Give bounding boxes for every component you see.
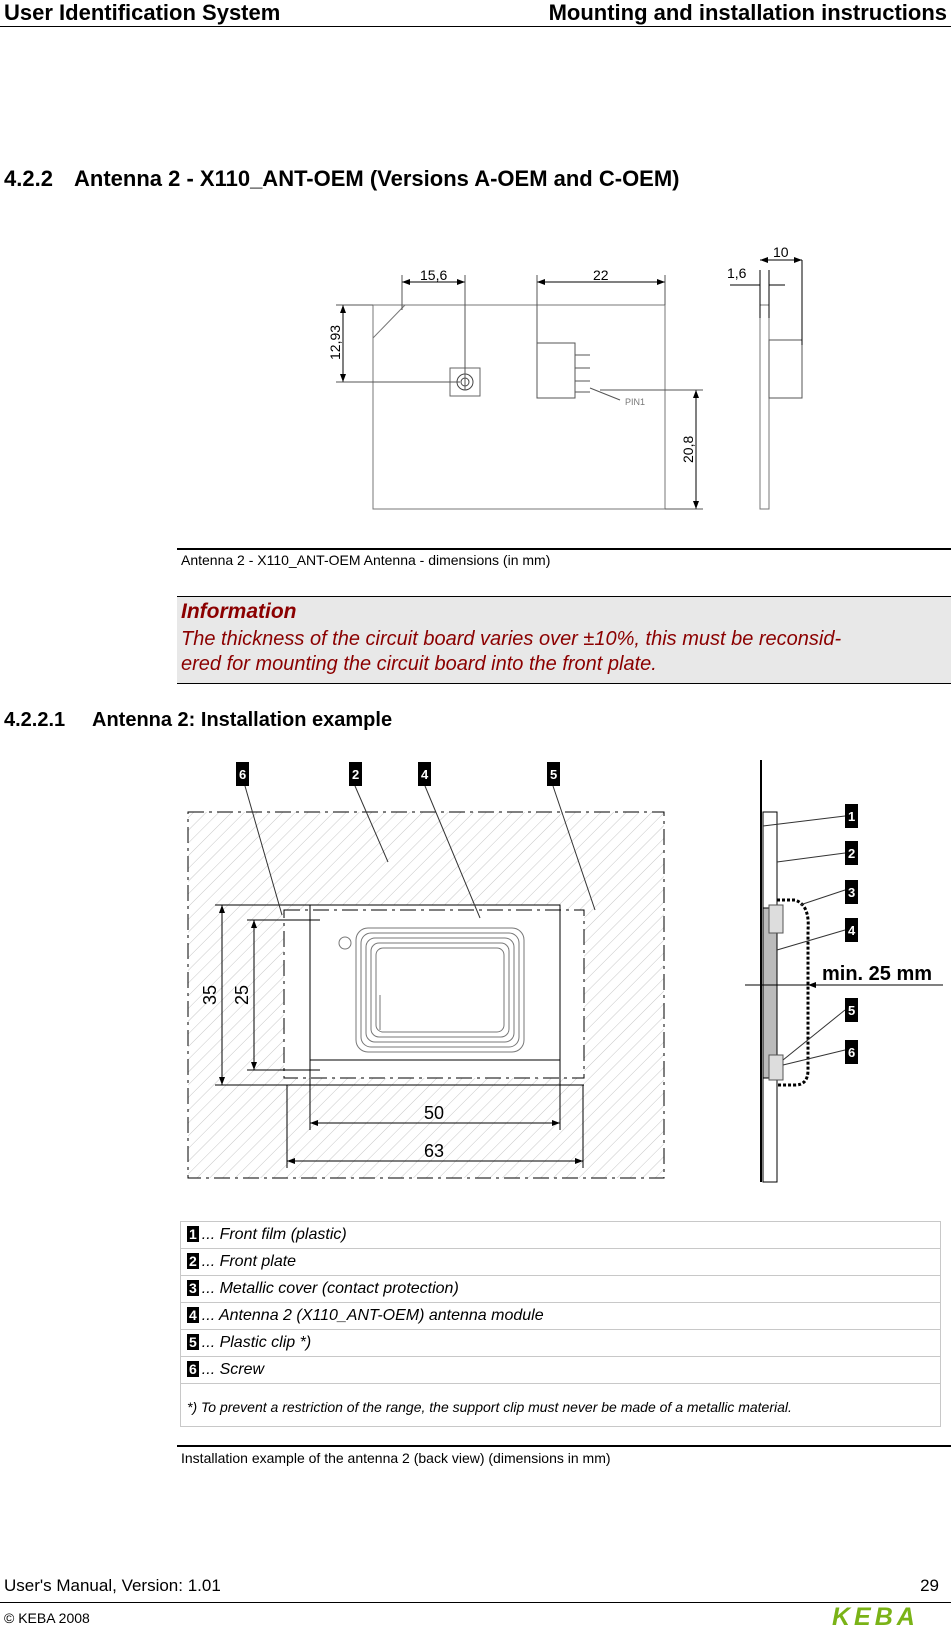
information-title: Information (181, 600, 297, 623)
legend-row (181, 1303, 941, 1330)
dim-20-8: 20,8 (680, 435, 696, 463)
legend-number: 5 (189, 1334, 197, 1350)
header-title: User Identification System (4, 0, 281, 25)
section-heading (4, 166, 680, 192)
top-label-4: 4 (421, 767, 429, 782)
top-label-2: 2 (352, 767, 360, 782)
legend-row (181, 1222, 941, 1249)
legend-number: 3 (189, 1280, 197, 1296)
top-label-6: 6 (239, 767, 247, 782)
header-divider (0, 26, 951, 27)
legend-note-row (181, 1384, 941, 1427)
section-title: Antenna 2 - X110_ANT-OEM (Versions A-OEM and C-OEM) (74, 166, 680, 191)
dim-10: 10 (773, 244, 789, 260)
information-line-1: The thickness of the circuit board varies over ±10%, this must be reconsid- (181, 628, 842, 650)
side-label-3: 3 (848, 885, 856, 900)
legend-table (180, 1221, 941, 1427)
dim-35: 35 (200, 984, 220, 1005)
legend-row (181, 1276, 941, 1303)
antenna-dimension-drawing (300, 235, 820, 515)
subsection-heading (4, 709, 392, 732)
legend-text: ... Front film (plastic) (201, 1226, 347, 1243)
board-side-view (760, 305, 769, 509)
figure2-caption: Installation example of the antenna 2 (back view) (dimensions in mm) (181, 1450, 611, 1466)
dim-63: 63 (424, 1141, 445, 1161)
keba-logo (830, 1604, 948, 1628)
figure1-caption: Antenna 2 - X110_ANT-OEM Antenna - dimensions (in mm) (181, 552, 551, 568)
legend-number: 6 (189, 1361, 197, 1377)
dim-50: 50 (424, 1103, 445, 1123)
copyright: © KEBA 2008 (4, 1610, 90, 1626)
legend-text: ... Antenna 2 (X110_ANT-OEM) antenna module (201, 1307, 544, 1324)
information-line-2: ered for mounting the circuit board into the front plate. (181, 653, 657, 675)
legend-note: *) To prevent a restriction of the range, the support clip must never be made of a metallic material. (181, 1384, 941, 1427)
caption-rule (177, 548, 951, 550)
dim-15-6: 15,6 (420, 267, 448, 283)
keba-logo-text: KEBA (832, 1604, 919, 1628)
header-chapter: Mounting and installation instructions (548, 0, 947, 25)
dim-25: 25 (232, 984, 252, 1005)
side-label-5: 5 (848, 1003, 856, 1018)
side-label-6: 6 (848, 1045, 856, 1060)
top-labels (236, 762, 560, 786)
dim-22: 22 (593, 267, 609, 283)
dim-1-6: 1,6 (727, 265, 747, 281)
subsection-number: 4.2.2.1 (4, 709, 66, 731)
top-label-5: 5 (550, 767, 558, 782)
side-label-2: 2 (848, 846, 856, 861)
pin1-label: PIN1 (625, 397, 646, 407)
footer-divider (0, 1602, 951, 1603)
page-number: 29 (920, 1576, 939, 1595)
pin-header (537, 343, 575, 398)
legend-text: ... Plastic clip *) (201, 1334, 312, 1351)
footer-version: User's Manual, Version: 1.01 (4, 1576, 221, 1595)
installation-drawing (180, 755, 951, 1195)
dim-12-93: 12,93 (327, 324, 343, 360)
section-number: 4.2.2 (4, 166, 53, 191)
legend-text: ... Front plate (201, 1253, 297, 1270)
legend-row (181, 1357, 941, 1384)
legend-row (181, 1249, 941, 1276)
legend-number: 2 (189, 1253, 197, 1269)
information-text (181, 627, 945, 677)
side-label-1: 1 (848, 809, 856, 824)
side-labels (845, 804, 858, 1064)
caption2-rule (177, 1445, 951, 1447)
side-label-4: 4 (848, 923, 856, 938)
min-distance-label: min. 25 mm (822, 963, 933, 985)
board-outline (373, 305, 665, 509)
legend-number: 1 (189, 1226, 197, 1242)
legend-text: ... Metallic cover (contact protection) (201, 1280, 459, 1297)
legend-number: 4 (189, 1307, 197, 1323)
subsection-title: Antenna 2: Installation example (92, 709, 393, 731)
legend-row (181, 1330, 941, 1357)
information-box (177, 596, 951, 684)
legend-text: ... Screw (201, 1361, 265, 1378)
